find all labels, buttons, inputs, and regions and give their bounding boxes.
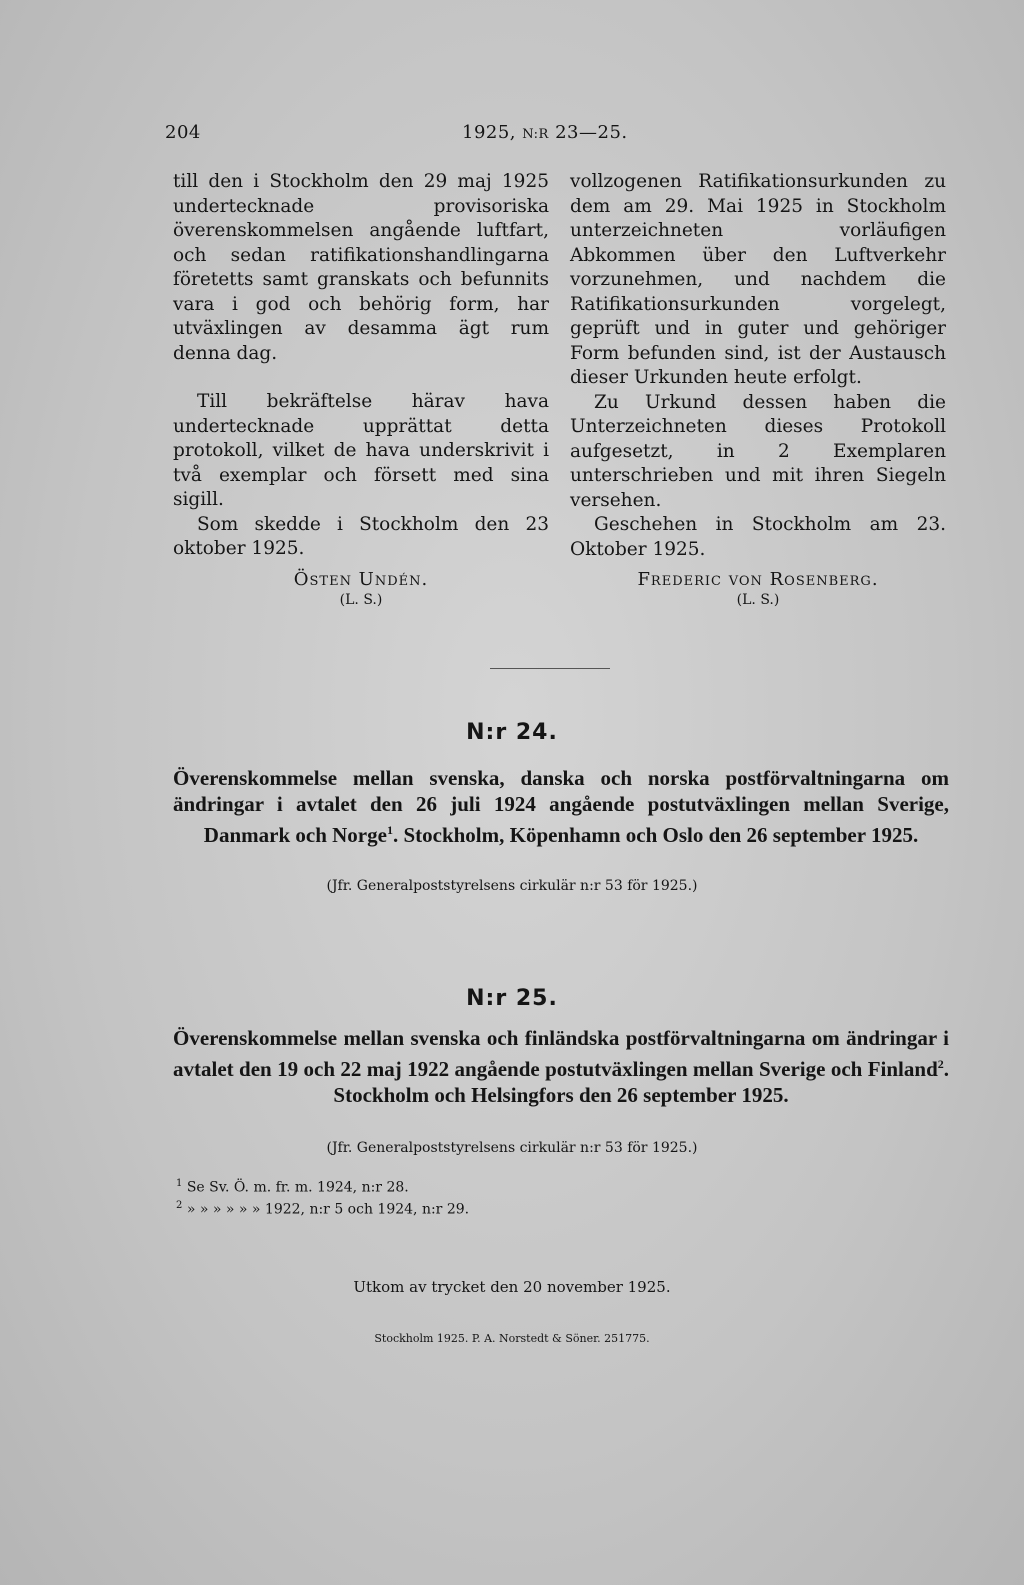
section-25-reference: (Jfr. Generalpoststyrelsens cirkulär n:r 53 för 1925.) — [326, 1140, 698, 1156]
footnote-1-text: Se Sv. Ö. m. fr. m. 1924, n:r 28. — [186, 1179, 409, 1196]
footnote-2-text: » » » » » » 1922, n:r 5 och 1924, n:r 29. — [186, 1201, 470, 1218]
printer-imprint: Stockholm 1925. P. A. Norstedt & Söner. 251775. — [374, 1332, 650, 1345]
german-seal: (L. S.) — [736, 592, 780, 608]
section-25-footnote-ref: 2 — [937, 1057, 944, 1071]
section-24-footnote-ref: 1 — [386, 823, 393, 837]
german-para-2: Zu Urkund dessen haben die Unterzeichneten dieses Protokoll aufgesetzt, in 2 Exemplaren unterschrieben und mit ihren Siegeln versehen. — [570, 391, 946, 511]
header-nr: N:R — [522, 127, 549, 142]
header-range: 23—25. — [555, 122, 628, 143]
swedish-column — [173, 170, 549, 608]
footnote-2-mark: 2 — [176, 1200, 183, 1211]
section-25-title — [173, 1025, 949, 1108]
german-para-1: vollzogenen Ratifikationsurkunden zu dem am 29. Mai 1925 in Stockholm unterzeichneten vorläufigen Abkommen über den Luftverkehr vorzunehmen, und nachdem die Ratifikationsurkunden vorgelegt, geprüft und in guter und gehöriger Form befunden sind, ist der Austausch dieser Urkunden heute erfolgt. — [570, 171, 946, 388]
footnote-1-mark: 1 — [176, 1178, 183, 1189]
header-year: 1925, — [462, 122, 517, 143]
section-24-title-text: Överenskommelse mellan svenska, danska och norska postförvaltningarna om ändringar i avtalet den 26 juli 1924 angående postutväxlingen mellan Sverige, Danmark och Norge — [173, 766, 949, 847]
page-number: 204 — [165, 122, 201, 143]
section-24-title-tail: . Stockholm, Köpenhamn och Oslo den 26 september 1925. — [392, 823, 919, 847]
german-signature: Frederic von Rosenberg. — [637, 569, 879, 590]
section-24-reference: (Jfr. Generalpoststyrelsens cirkulär n:r 53 för 1925.) — [326, 878, 698, 894]
german-para-3: Geschehen in Stockholm am 23. Oktober 1925. — [570, 514, 946, 560]
swedish-para-3: Som skedde i Stockholm den 23 oktober 1925. — [173, 513, 549, 559]
section-24-title — [173, 765, 949, 848]
section-25-title-tail: . Stockholm och Helsingfors den 26 september 1925. — [333, 1057, 949, 1107]
running-header — [462, 122, 628, 143]
footnote-2 — [176, 1196, 469, 1220]
german-column — [570, 170, 946, 608]
swedish-para-1: till den i Stockholm den 29 maj 1925 undertecknade provisoriska överenskommelsen angående luftfart, och sedan ratifikationshandlingarna företetts samt granskats och befunnits vara i god och behörig form, har utväxlingen av desamma ägt rum denna dag. — [173, 171, 549, 364]
swedish-para-2: Till bekräftelse härav hava undertecknade upprättat detta protokoll, vilket de hava underskrivit i två exemplar och försett med sina sigill. — [173, 391, 549, 510]
section-25-number: N:r 25. — [466, 986, 558, 1011]
footnote-1 — [176, 1174, 409, 1198]
swedish-seal: (L. S.) — [339, 591, 383, 608]
section-25-title-text: Överenskommelse mellan svenska och finländska postförvaltningarna om ändringar i avtalet den 19 och 22 maj 1922 angående postutväxlingen mellan Sverige och Finland — [173, 1026, 949, 1081]
publication-date: Utkom av trycket den 20 november 1925. — [353, 1278, 671, 1296]
section-divider — [490, 668, 610, 669]
swedish-signature: Östen Undén. — [293, 568, 429, 590]
section-24-number: N:r 24. — [466, 720, 558, 745]
